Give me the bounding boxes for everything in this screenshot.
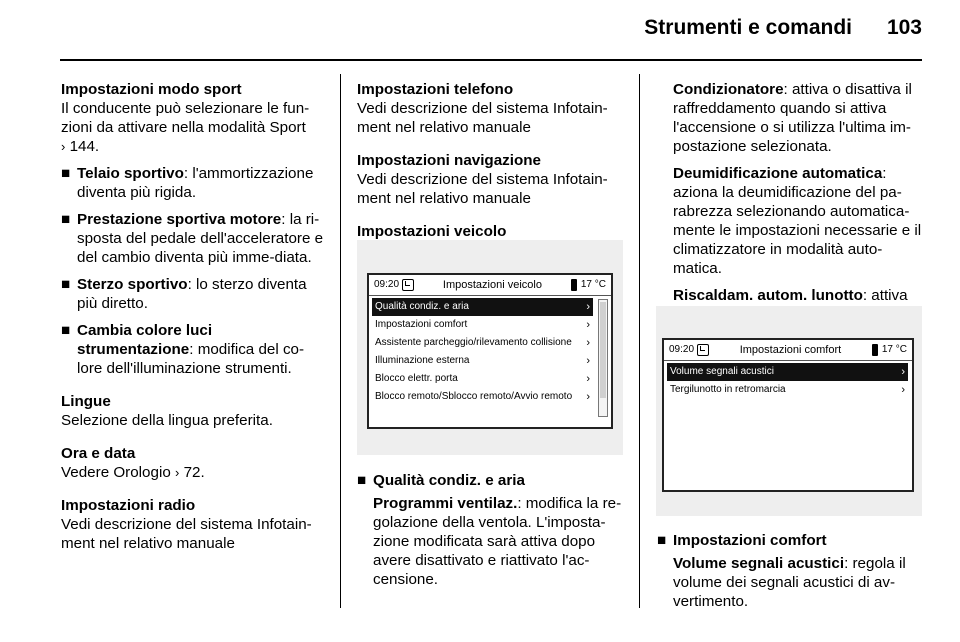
lingue-text: Selezione della lingua preferita. [61,412,273,429]
bullet-icon: ■ [357,472,367,489]
sport-paragraph [61,99,326,156]
risc-text: : attiva [862,287,908,304]
column-3 [673,80,923,332]
column-2 [357,80,623,241]
telefono-heading: Impostazioni telefono [357,81,514,98]
screen-title: Impostazioni comfort [739,344,842,356]
screen-status-bar [369,275,611,296]
sport-heading: Impostazioni modo sport [61,81,242,98]
header-rule [60,59,922,61]
deum-term: Deumidificazione automatica [673,165,883,182]
chevron-right-icon: › [586,337,590,349]
sport-text: Il conducente può selezionare le fun-zioni da attivare nella modalità Sport [61,100,310,136]
cond-term: Condizionatore [673,81,784,98]
bullet-term: Telaio sportivo [77,165,184,182]
ora-heading: Ora e data [61,445,136,462]
bullet-icon: ■ [61,322,71,339]
risc-term: Riscaldam. autom. lunotto [673,287,863,304]
menu-item-label: Volume segnali acustici [670,366,774,377]
bullet-term: Prestazione sportiva motore [77,211,282,228]
menu-item[interactable] [372,352,593,370]
menu-item-label: Qualità condiz. e aria [375,301,469,312]
thermometer-icon [571,279,577,291]
vol-term: Volume segnali acustici [673,555,845,572]
radio-text: Vedi descrizione del sistema Infotain-ment nel relativo manuale [61,516,312,552]
menu-item[interactable] [667,381,908,399]
veicolo-heading: Impostazioni veicolo [357,223,507,240]
radio-heading: Impostazioni radio [61,497,196,514]
vol-text: : regola il volume dei segnali acustici di av-vertimento. [673,555,906,610]
sport-ref-link[interactable]: 144. [69,138,100,155]
bullet-term: Qualità condiz. e aria [373,472,525,489]
nav-heading: Impostazioni navigazione [357,152,541,169]
lingue-heading: Lingue [61,393,111,410]
column-1 [61,80,326,567]
infotainment-screen [662,338,914,492]
menu-item-label: Impostazioni comfort [375,319,468,330]
screen-time: 09:20 [374,279,400,290]
bullet-text: : lo sterzo diventa più diretto. [77,276,307,312]
ora-ref-link[interactable]: 72. [183,464,205,481]
page-ref-arrow-icon: › [61,139,66,154]
column-3-lower [657,531,923,611]
vehicle-settings-screenshot [357,240,623,455]
back-icon[interactable] [402,279,414,291]
page-number: 103 [886,16,922,39]
telefono-text: Vedi descrizione del sistema Infotain-ment nel relativo manuale [357,100,608,136]
cond-paragraph [673,80,923,156]
deum-text: : aziona la deumidificazione del pa-rabrezza selezionando automatica-mente le impostazioni necessarie e il climatizzatore in modalità auto-matica. [673,165,922,277]
menu-item[interactable] [372,388,593,406]
column-divider [340,74,341,608]
comfort-settings-screenshot [656,306,922,516]
chevron-right-icon: › [586,373,590,385]
bullet-text: : l'ammortizzazione diventa più rigida. [77,165,314,201]
column-2-lower [357,471,623,589]
bullet-text: : modifica del co-lore dell'illuminazione strumenti. [77,341,305,377]
page-ref-arrow-icon: › [174,465,180,480]
back-icon[interactable] [697,344,709,356]
screen-menu [369,296,597,406]
chevron-right-icon: › [586,319,590,331]
menu-item-label: Tergilunotto in retromarcia [670,384,786,395]
list-item [357,471,623,490]
bullet-text: : la ri-sposta del pedale dell'acceleratore e del cambio diventa più imme-diata. [77,211,324,266]
screen-temperature: 17 °C [580,279,606,290]
screen-title: Impostazioni veicolo [442,279,542,291]
cond-text: : attiva o disattiva il raffreddamento quando si attiva l'accensione o si utilizza l'ultima im-postazione selezionata. [673,81,912,155]
vol-paragraph [673,554,923,611]
menu-item[interactable] [372,316,593,334]
menu-item-label: Assistente parcheggio/rilevamento collisione [375,337,572,348]
ora-text: Vedere Orologio [61,464,175,481]
chevron-right-icon: › [586,301,590,313]
screen-temperature: 17 °C [881,344,907,355]
menu-item-label: Blocco elettr. porta [375,373,458,384]
list-item [61,210,326,267]
screen-status-bar [664,340,912,361]
prog-paragraph [357,494,623,589]
chevron-right-icon: › [586,355,590,367]
menu-item-label: Blocco remoto/Sblocco remoto/Avvio remoto [375,391,573,402]
bullet-icon: ■ [657,532,667,549]
chevron-right-icon: › [586,391,590,403]
list-item [61,275,326,313]
scrollbar-thumb[interactable] [600,302,606,398]
menu-item[interactable] [667,363,908,381]
page-header-title: Strumenti e comandi [644,16,852,39]
ora-paragraph [61,463,326,482]
screen-menu [664,361,912,399]
menu-item-label: Illuminazione esterna [375,355,470,366]
bullet-term: Sterzo sportivo [77,276,188,293]
prog-text: : modifica la re-golazione della ventola. L'imposta-zione modificata sarà attiva dopo avere disattivato e riattivato l'ac-censione. [373,495,622,588]
bullet-term: Impostazioni comfort [673,532,827,549]
menu-item[interactable] [372,370,593,388]
list-item [657,531,923,550]
screen-time: 09:20 [669,344,695,355]
list-item [61,321,326,378]
bullet-icon: ■ [61,276,71,293]
bullet-term: Cambia colore luci strumentazione [77,322,213,358]
deum-paragraph [673,164,923,278]
menu-item[interactable] [372,298,593,316]
chevron-right-icon: › [901,384,905,396]
scrollbar[interactable] [598,299,608,417]
bullet-icon: ■ [61,211,71,228]
menu-item[interactable] [372,334,593,352]
thermometer-icon [872,344,878,356]
list-item [61,164,326,202]
nav-text: Vedi descrizione del sistema Infotain-ment nel relativo manuale [357,171,608,207]
column-divider [639,74,640,608]
chevron-right-icon: › [901,366,905,378]
prog-term: Programmi ventilaz. [373,495,518,512]
bullet-icon: ■ [61,165,71,182]
infotainment-screen [367,273,613,429]
